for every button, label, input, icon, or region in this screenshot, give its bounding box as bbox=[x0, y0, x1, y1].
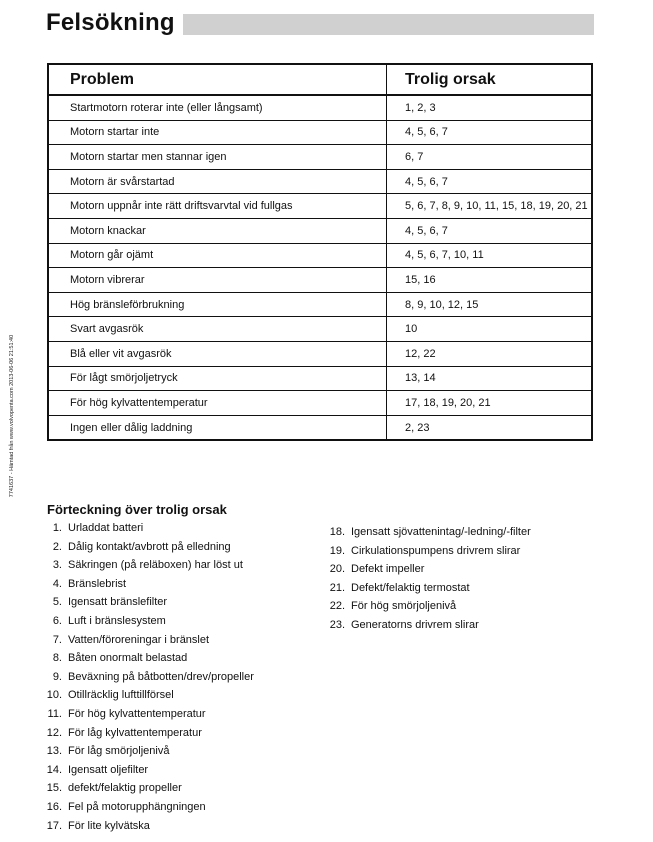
cause-text: Bränslebrist bbox=[68, 577, 127, 590]
cause-list-item bbox=[41, 686, 254, 705]
cause-list-item bbox=[325, 579, 531, 598]
cause-text: Defekt impeller bbox=[351, 563, 425, 576]
cause-cell: 13, 14 bbox=[387, 366, 593, 391]
cause-text: Igensatt bränslefilter bbox=[68, 596, 168, 609]
cause-number: 15. bbox=[46, 782, 62, 795]
cause-number: 17. bbox=[46, 819, 62, 832]
cause-cell: 4, 5, 6, 7 bbox=[387, 120, 593, 145]
cause-cell: 17, 18, 19, 20, 21 bbox=[387, 391, 593, 416]
cause-list-item bbox=[325, 560, 531, 579]
cause-cell: 4, 5, 6, 7 bbox=[387, 218, 593, 243]
problem-cell: För lågt smörjoljetryck bbox=[48, 366, 387, 391]
cause-number: 10. bbox=[46, 689, 62, 702]
cause-cell: 2, 23 bbox=[405, 421, 430, 434]
header-cause: Trolig orsak bbox=[387, 64, 593, 95]
cause-text: Urladdat batteri bbox=[68, 522, 144, 534]
cause-list-item bbox=[41, 519, 254, 538]
problem-cell: Svart avgasrök bbox=[48, 317, 387, 342]
cause-text: Igensatt oljefilter bbox=[68, 763, 149, 776]
cause-text: För låg kylvattentemperatur bbox=[68, 726, 202, 739]
cause-list-item bbox=[41, 742, 254, 761]
table-row bbox=[48, 169, 592, 194]
cause-text: defekt/felaktig propeller bbox=[68, 782, 182, 795]
side-note: 7741637 - Hämtad från www.volvopenta.com 2013-06-06 21:51:40 bbox=[9, 334, 15, 498]
cause-text: Luft i bränslesystem bbox=[68, 614, 166, 627]
cause-number: 11. bbox=[47, 707, 62, 720]
cause-number: 16. bbox=[46, 800, 62, 813]
cause-number: 14. bbox=[46, 763, 62, 776]
header-problem: Problem bbox=[48, 64, 387, 95]
cause-list-left bbox=[41, 519, 254, 835]
cause-text: För låg smörjoljenivå bbox=[68, 745, 170, 758]
cause-list-item bbox=[41, 724, 254, 743]
cause-text: Båten onormalt belastad bbox=[68, 652, 188, 665]
cause-number: 21. bbox=[329, 581, 345, 594]
table-row bbox=[48, 415, 592, 440]
table-row bbox=[48, 268, 592, 293]
table-row bbox=[48, 194, 592, 219]
cause-list-item bbox=[41, 817, 254, 836]
cause-number: 18. bbox=[329, 526, 345, 538]
cause-cell: 10 bbox=[387, 317, 593, 342]
cause-number: 22. bbox=[329, 600, 345, 613]
cause-text: Fel på motorupphängningen bbox=[68, 800, 206, 813]
problem-cell: Motorn startar inte bbox=[48, 120, 387, 145]
cause-list-item bbox=[325, 523, 531, 542]
cause-text: För lite kylvätska bbox=[68, 819, 150, 832]
problem-cell: Motorn är svårstartad bbox=[48, 169, 387, 194]
cause-list-item bbox=[41, 761, 254, 780]
cause-list-item bbox=[325, 616, 531, 635]
cause-number: 4. bbox=[52, 577, 62, 590]
problem-cell: Ingen eller dålig laddning bbox=[48, 415, 387, 440]
cause-text: Dålig kontakt/avbrott på elledning bbox=[68, 540, 231, 553]
table-row bbox=[48, 218, 592, 243]
cause-text: För hög kylvattentemperatur bbox=[68, 707, 206, 720]
cause-cell: 8, 9, 10, 12, 15 bbox=[387, 292, 593, 317]
cause-list-item bbox=[41, 649, 254, 668]
table-row bbox=[48, 120, 592, 145]
cause-list-item bbox=[41, 612, 254, 631]
cause-text: Defekt/felaktig termostat bbox=[351, 581, 470, 594]
cause-list-item bbox=[41, 593, 254, 612]
problem-cell: Motorn går ojämt bbox=[48, 243, 387, 268]
cause-list-item bbox=[41, 798, 254, 817]
cause-text: Vatten/föroreningar i bränslet bbox=[68, 633, 210, 646]
problem-cell: Motorn vibrerar bbox=[48, 268, 387, 293]
cause-text: Cirkulationspumpens drivrem slirar bbox=[351, 544, 521, 557]
cause-list-right bbox=[325, 523, 531, 635]
problem-cell: Startmotorn roterar inte (eller långsamt) bbox=[48, 95, 387, 120]
cause-cell: 15, 16 bbox=[387, 268, 593, 293]
cause-list-item bbox=[41, 556, 254, 575]
table-row bbox=[48, 391, 592, 416]
problem-cell: Blå eller vit avgasrök bbox=[48, 341, 387, 366]
table-row bbox=[48, 95, 592, 120]
cause-cell: 5, 6, 7, 8, 9, 10, 11, 15, 18, 19, 20, 21 bbox=[387, 194, 593, 219]
table-row bbox=[48, 366, 592, 391]
cause-number: 8. bbox=[52, 652, 62, 665]
title-bar-decoration bbox=[183, 14, 594, 35]
cause-list-item bbox=[325, 597, 531, 616]
troubleshooting-table bbox=[47, 63, 593, 441]
problem-cell: Motorn knackar bbox=[48, 218, 387, 243]
table-header-row bbox=[48, 64, 592, 95]
cause-number: 5. bbox=[52, 596, 62, 609]
cause-text: För hög smörjoljenivå bbox=[351, 600, 457, 613]
problem-cell: Hög bränsleförbrukning bbox=[48, 292, 387, 317]
table-row bbox=[48, 341, 592, 366]
cause-text: Otillräcklig lufttillförsel bbox=[68, 689, 174, 702]
cause-cell: 12, 22 bbox=[387, 341, 593, 366]
cause-list-item bbox=[41, 631, 254, 650]
problem-cell: Motorn startar men stannar igen bbox=[48, 145, 387, 170]
problem-cell: För hög kylvattentemperatur bbox=[48, 391, 387, 416]
cause-number: 13. bbox=[46, 745, 62, 758]
problem-cell: Motorn uppnår inte rätt driftsvarvtal vid fullgas bbox=[48, 194, 387, 219]
cause-number: 1. bbox=[52, 522, 62, 534]
table-row bbox=[48, 145, 592, 170]
cause-cell: 4, 5, 6, 7 bbox=[387, 169, 593, 194]
cause-number: 6. bbox=[52, 614, 62, 627]
page-title: Felsökning bbox=[46, 9, 175, 36]
cause-text: Generatorns drivrem slirar bbox=[351, 618, 479, 631]
cause-number: 9. bbox=[52, 670, 62, 683]
table-row bbox=[48, 317, 592, 342]
cause-number: 2. bbox=[52, 540, 62, 553]
cause-cell: 1, 2, 3 bbox=[387, 95, 593, 120]
cause-number: 19. bbox=[329, 544, 345, 557]
cause-list-item bbox=[41, 575, 254, 594]
cause-cell: 6, 7 bbox=[387, 145, 593, 170]
cause-number: 3. bbox=[52, 559, 62, 572]
cause-list-item bbox=[41, 779, 254, 798]
cause-list-item bbox=[325, 542, 531, 561]
cause-number: 20. bbox=[329, 563, 345, 576]
cause-number: 23. bbox=[329, 618, 345, 631]
cause-number: 12. bbox=[46, 726, 62, 739]
table-row bbox=[48, 243, 592, 268]
cause-list-item bbox=[41, 668, 254, 687]
cause-text: Säkringen (på reläboxen) har löst ut bbox=[68, 559, 243, 572]
table-row bbox=[48, 292, 592, 317]
cause-text: Beväxning på båtbotten/drev/propeller bbox=[68, 670, 254, 683]
cause-list-item bbox=[41, 705, 254, 724]
cause-list-heading: Förteckning över trolig orsak bbox=[47, 502, 227, 517]
cause-cell: 4, 5, 6, 7, 10, 11 bbox=[387, 243, 593, 268]
cause-number: 7. bbox=[52, 633, 62, 646]
cause-text: Igensatt sjövattenintag/-ledning/-filter bbox=[351, 526, 531, 538]
cause-list-item bbox=[41, 538, 254, 557]
